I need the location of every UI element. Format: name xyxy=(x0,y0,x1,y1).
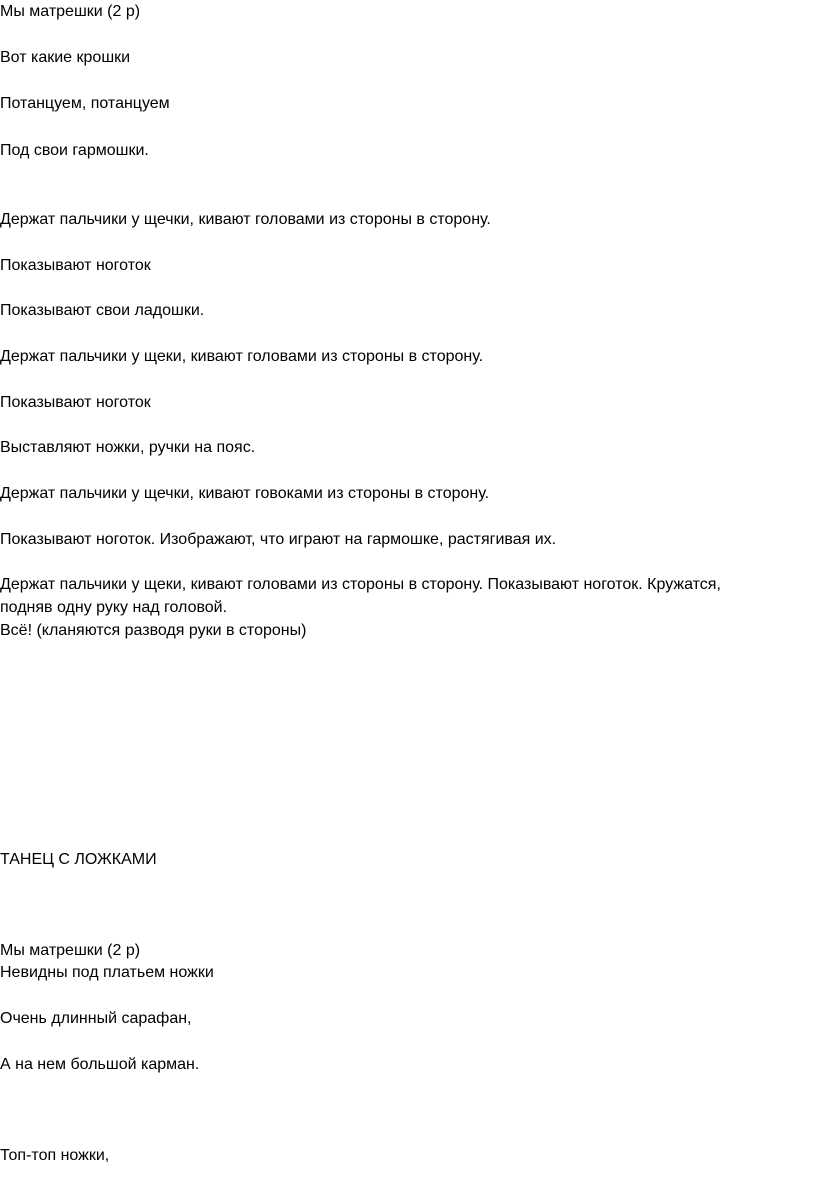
text-line: Потанцуем, потанцуем xyxy=(0,95,170,112)
text-line: Мы матрешки (2 р) xyxy=(0,942,141,959)
text-line: Выставляют ножки, ручки на пояс. xyxy=(0,439,256,456)
text-line: Держат пальчики у щечки, кивают головами из стороны в сторону. xyxy=(0,211,491,228)
text-line: Держат пальчики у щеки, кивают головами из стороны в сторону. Показывают ноготок. Кружатся, xyxy=(0,576,721,593)
section-heading: ТАНЕЦ С ЛОЖКАМИ xyxy=(0,851,157,868)
text-line: Держат пальчики у щеки, кивают головами из стороны в сторону. xyxy=(0,348,484,365)
text-line: Держат пальчики у щечки, кивают говоками из стороны в сторону. xyxy=(0,485,490,502)
text-line: Показывают ноготок xyxy=(0,394,151,411)
text-line: Показывают ноготок. Изображают, что играют на гармошке, растягивая их. xyxy=(0,531,557,548)
text-line: Под свои гармошки. xyxy=(0,142,149,159)
text-line: А на нем большой карман. xyxy=(0,1056,200,1073)
text-line: подняв одну руку над головой. xyxy=(0,599,228,616)
text-line: Мы матрешки (2 р) xyxy=(0,3,141,20)
text-line: Вот какие крошки xyxy=(0,49,131,66)
text-line: Показывают свои ладошки. xyxy=(0,302,205,319)
text-line: Очень длинный сарафан, xyxy=(0,1010,192,1027)
text-line: Всё! (кланяются разводя руки в стороны) xyxy=(0,622,307,639)
text-line: Топ-топ ножки, xyxy=(0,1147,110,1164)
text-line: Невидны под платьем ножки xyxy=(0,964,214,981)
text-line: Показывают ноготок xyxy=(0,257,151,274)
